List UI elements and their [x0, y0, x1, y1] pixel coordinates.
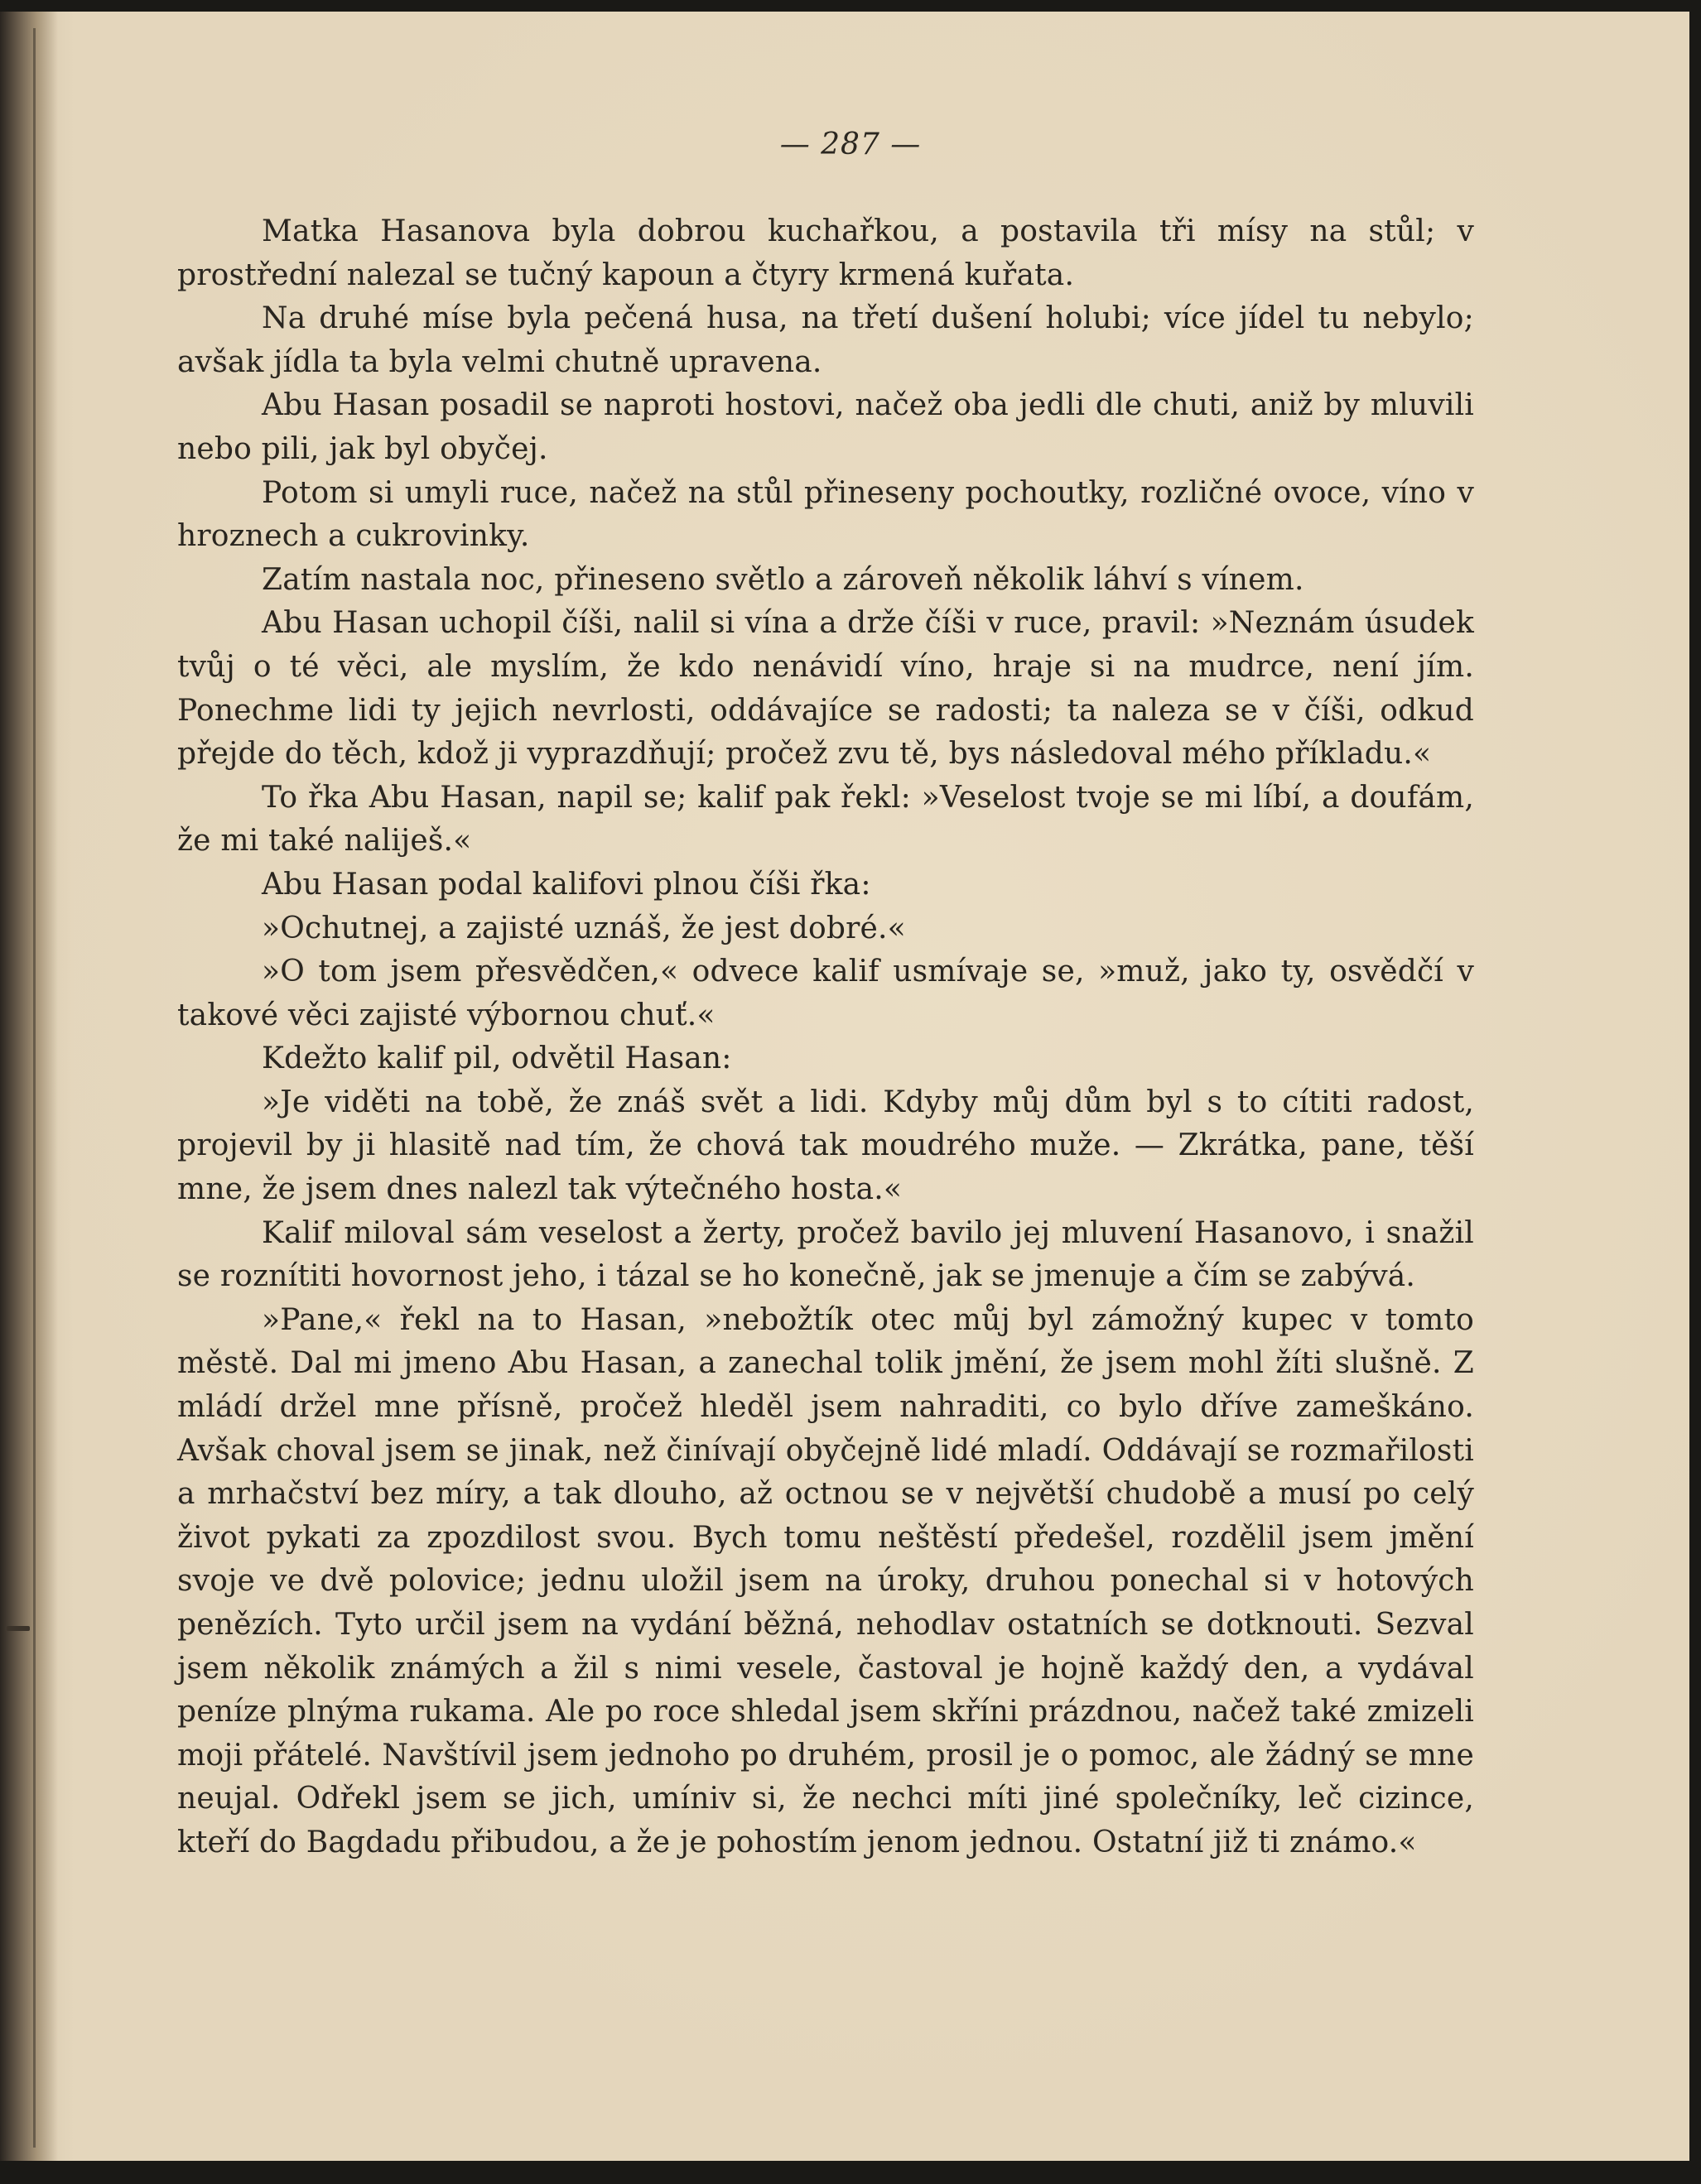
paragraph: Abu Hasan posadil se naproti hostovi, načež oba jedli dle chuti, aniž by mluvili nebo pili, jak byl obyčej. [177, 388, 1474, 466]
paragraph: »Je viděti na tobě, že znáš svět a lidi. Kdyby můj dům byl s to cítiti radost, projevil by ji hlasitě nad tím, že chová tak moudrého muže. — Zkrátka, pane, těší mne, že jsem dnes nalezl tak výtečného hosta.« [177, 1085, 1474, 1207]
paragraph: Na druhé míse byla pečená husa, na třetí dušení holubi; více jídel tu nebylo; avšak jídla ta byla velmi chutně upravena. [177, 301, 1474, 379]
paragraph: To řka Abu Hasan, napil se; kalif pak řekl: »Veselost tvoje se mi líbí, a doufám, že mi také naliješ.« [177, 780, 1474, 859]
paragraph: Kdežto kalif pil, odvětil Hasan: [262, 1041, 732, 1076]
paper-sheet [0, 12, 1689, 2161]
paragraph: Abu Hasan uchopil číši, nalil si vína a drže číši v ruce, pravil: »Neznám úsudek tvůj o té věci, ale myslím, že kdo nenávidí víno, hraje si na mudrce, není jím. Ponechme lidi ty jejich nevrlosti, oddávajíce se radosti; ta naleza se v číši, odkud přejde do těch, kdož ji vyprazdňují; pročež zvu tě, bys následoval mého příkladu.« [177, 606, 1474, 772]
paragraph: »O tom jsem přesvědčen,« odvece kalif usmívaje se, »muž, jako ty, osvědčí v takové věci zajisté výbornou chuť.« [177, 955, 1474, 1032]
body-text [177, 210, 1474, 1865]
binding-mark [7, 1626, 30, 1631]
scan-bottom-edge [0, 2161, 1701, 2184]
page-number: — 287 — [779, 127, 922, 161]
paragraph: »Pane,« řekl na to Hasan, »nebožtík otec můj byl zámožný kupec v tomto městě. Dal mi jmeno Abu Hasan, a zanechal tolik jmění, že jsem mohl žíti slušně. Z mládí držel mne přísně, pročež hleděl jsem nahraditi, co bylo dříve zameškáno. Avšak choval jsem se jinak, než činívají obyčejně lidé mladí. Oddávají se rozmařilosti a mrhačství bez míry, a tak dlouho, až octnou se v největší chudobě a musí po celý život pykati za zpozdilost svou. Bych tomu neštěstí předešel, rozdělil jsem jmění svoje ve dvě polovice; jednu uložil jsem na úroky, druhou ponechal si v hotových penězích. Tyto určil jsem na vydání běžná, nehodlav ostatních se dotknouti. Sezval jsem několik známých a žil s nimi vesele, častoval je hojně každý den, a vydával peníze plnýma rukama. Ale po roce shledal jsem skříni prázdnou, načež také zmizeli moji přátelé. Navštívil jsem jednoho po druhém, prosil je o pomoc, ale žádný se mne neujal. Odřekl jsem se jich, umíniv si, že nechci míti jiné společníky, leč cizince, kteří do Bagdadu přibudou, a že je pohostím jenom jednou. Ostatní již ti známo.« [177, 1302, 1474, 1859]
paragraph: Potom si umyli ruce, načež na stůl přineseny pochoutky, rozličné ovoce, víno v hroznech a cukrovinky. [177, 475, 1474, 554]
paragraph: Kalif miloval sám veselost a žerty, pročež bavilo jej mluvení Hasanovo, i snažil se roznítiti hovornost jeho, i tázal se ho konečně, jak se jmenuje a čím se zabývá. [177, 1215, 1474, 1294]
binding-gutter [0, 12, 58, 2161]
paragraph: Matka Hasanova byla dobrou kuchařkou, a postavila tři mísy na stůl; v prostřední nalezal se tučný kapoun a čtyry krmená kuřata. [177, 214, 1474, 292]
paragraph: Zatím nastala noc, přineseno světlo a zároveň několik láhví s vínem. [262, 562, 1304, 597]
paragraph: Abu Hasan podal kalifovi plnou číši řka: [262, 867, 871, 902]
binding-edge-line [33, 28, 36, 2148]
paragraph: »Ochutnej, a zajisté uznáš, že jest dobré.« [262, 911, 906, 945]
